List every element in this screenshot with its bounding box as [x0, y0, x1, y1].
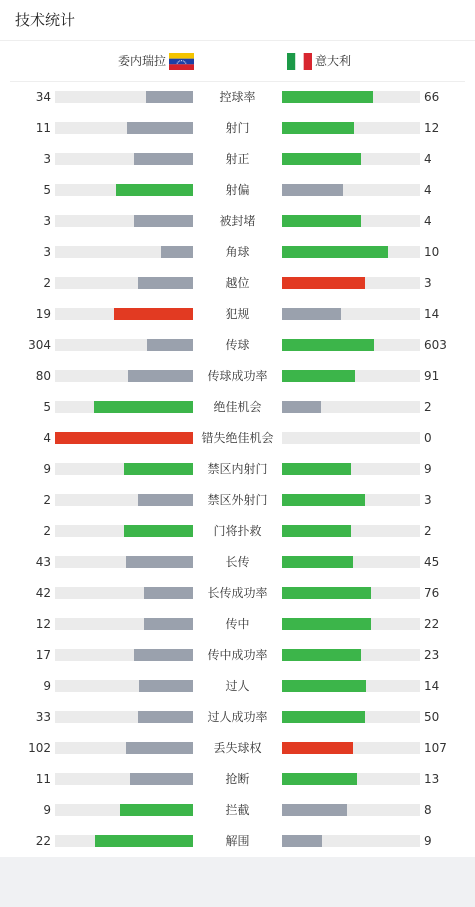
- away-bar-fill: [282, 711, 365, 723]
- home-value: 5: [43, 400, 51, 414]
- away-bar-track: [282, 184, 420, 196]
- home-bar-track: [55, 773, 193, 785]
- stat-row: [0, 81, 475, 112]
- stat-label: 抢断: [225, 772, 250, 786]
- stat-row: [0, 608, 475, 639]
- away-bar-track: [282, 339, 420, 351]
- home-value: 4: [43, 431, 51, 445]
- away-bar-track: [282, 649, 420, 661]
- home-bar-fill: [144, 618, 193, 630]
- home-bar-fill: [147, 339, 193, 351]
- away-value: 9: [424, 462, 432, 476]
- home-bar-fill: [94, 401, 193, 413]
- home-bar-fill: [124, 525, 193, 537]
- away-team-name: 意大利: [315, 54, 352, 68]
- away-bar-fill: [282, 91, 373, 103]
- home-bar-track: [55, 215, 193, 227]
- italy-flag-icon: [287, 53, 312, 70]
- stat-row: [0, 453, 475, 484]
- away-bar-fill: [282, 680, 366, 692]
- home-value: 11: [35, 772, 51, 786]
- home-value: 11: [35, 121, 51, 135]
- away-bar-fill: [282, 122, 354, 134]
- away-value: 10: [424, 245, 440, 259]
- stat-label: 过人成功率: [207, 710, 268, 724]
- home-value: 42: [35, 586, 51, 600]
- away-bar-fill: [282, 835, 322, 847]
- home-bar-fill: [161, 246, 193, 258]
- home-bar-track: [55, 308, 193, 320]
- home-bar-track: [55, 401, 193, 413]
- stat-label: 丢失球权: [213, 741, 262, 755]
- home-bar-fill: [146, 91, 193, 103]
- away-bar-fill: [282, 525, 351, 537]
- away-bar-fill: [282, 215, 361, 227]
- stat-label: 传中: [225, 617, 250, 631]
- home-bar-fill: [95, 835, 193, 847]
- away-bar-fill: [282, 463, 351, 475]
- stat-label: 长传: [225, 555, 250, 569]
- home-value: 3: [43, 152, 51, 166]
- stats-list: [0, 81, 475, 856]
- home-value: 12: [35, 617, 51, 631]
- away-bar-track: [282, 494, 420, 506]
- away-bar-fill: [282, 153, 361, 165]
- stat-row: [0, 360, 475, 391]
- stat-label: 被封堵: [219, 214, 256, 228]
- away-bar-track: [282, 525, 420, 537]
- home-bar-fill: [134, 649, 193, 661]
- stat-label: 错失绝佳机会: [201, 431, 274, 445]
- away-bar-fill: [282, 773, 357, 785]
- home-bar-fill: [138, 711, 193, 723]
- away-bar-track: [282, 122, 420, 134]
- home-value: 34: [35, 90, 51, 104]
- away-value: 3: [424, 493, 432, 507]
- home-bar-track: [55, 184, 193, 196]
- home-bar-fill: [138, 494, 193, 506]
- away-bar-fill: [282, 587, 371, 599]
- stat-label: 门将扑救: [213, 524, 262, 538]
- away-bar-fill: [282, 401, 321, 413]
- away-bar-track: [282, 463, 420, 475]
- away-bar-fill: [282, 742, 353, 754]
- away-bar-track: [282, 401, 420, 413]
- stat-row: [0, 484, 475, 515]
- away-value: 50: [424, 710, 440, 724]
- home-bar-track: [55, 742, 193, 754]
- home-bar-track: [55, 587, 193, 599]
- away-bar-track: [282, 308, 420, 320]
- stat-row: [0, 267, 475, 298]
- home-bar-track: [55, 122, 193, 134]
- stat-row: [0, 391, 475, 422]
- away-value: 9: [424, 834, 432, 848]
- stat-row: [0, 546, 475, 577]
- away-team: [287, 52, 351, 70]
- away-value: 4: [424, 183, 432, 197]
- stat-row: [0, 515, 475, 546]
- stat-row: [0, 174, 475, 205]
- stat-label: 越位: [225, 276, 250, 290]
- away-bar-track: [282, 432, 420, 444]
- away-bar-fill: [282, 618, 371, 630]
- home-bar-fill: [144, 587, 193, 599]
- stat-label: 传球成功率: [207, 369, 268, 383]
- away-bar-fill: [282, 339, 374, 351]
- home-team: [118, 52, 194, 70]
- stat-label: 过人: [225, 679, 250, 693]
- away-value: 8: [424, 803, 432, 817]
- away-bar-track: [282, 215, 420, 227]
- away-bar-track: [282, 711, 420, 723]
- away-bar-fill: [282, 804, 347, 816]
- stat-row: [0, 577, 475, 608]
- home-bar-fill: [128, 370, 193, 382]
- home-bar-fill: [114, 308, 193, 320]
- away-bar-fill: [282, 370, 355, 382]
- home-bar-fill: [126, 556, 193, 568]
- stat-row: [0, 763, 475, 794]
- home-bar-fill: [134, 153, 193, 165]
- away-bar-fill: [282, 277, 365, 289]
- home-bar-track: [55, 277, 193, 289]
- away-bar-fill: [282, 308, 341, 320]
- away-value: 0: [424, 431, 432, 445]
- home-value: 9: [43, 679, 51, 693]
- away-bar-fill: [282, 246, 388, 258]
- home-bar-track: [55, 246, 193, 258]
- home-bar-track: [55, 680, 193, 692]
- home-bar-track: [55, 153, 193, 165]
- home-value: 5: [43, 183, 51, 197]
- home-bar-fill: [124, 463, 193, 475]
- home-bar-track: [55, 339, 193, 351]
- stat-row: [0, 670, 475, 701]
- stat-row: [0, 732, 475, 763]
- away-bar-track: [282, 370, 420, 382]
- home-value: 33: [35, 710, 51, 724]
- away-value: 12: [424, 121, 440, 135]
- home-bar-track: [55, 556, 193, 568]
- home-value: 9: [43, 462, 51, 476]
- stat-row: [0, 329, 475, 360]
- away-value: 2: [424, 524, 432, 538]
- stat-row: [0, 298, 475, 329]
- home-value: 3: [43, 245, 51, 259]
- home-bar-track: [55, 494, 193, 506]
- home-bar-track: [55, 525, 193, 537]
- away-value: 45: [424, 555, 440, 569]
- away-value: 14: [424, 679, 440, 693]
- home-bar-fill: [116, 184, 193, 196]
- away-value: 2: [424, 400, 432, 414]
- away-bar-track: [282, 556, 420, 568]
- away-bar-track: [282, 618, 420, 630]
- stat-row: [0, 639, 475, 670]
- home-value: 304: [28, 338, 51, 352]
- stat-label: 射偏: [225, 183, 250, 197]
- away-bar-track: [282, 804, 420, 816]
- home-value: 22: [35, 834, 51, 848]
- away-value: 22: [424, 617, 440, 631]
- stat-row: [0, 205, 475, 236]
- stat-label: 绝佳机会: [213, 400, 262, 414]
- home-value: 17: [35, 648, 51, 662]
- away-value: 107: [424, 741, 447, 755]
- home-value: 43: [35, 555, 51, 569]
- home-bar-track: [55, 711, 193, 723]
- away-value: 91: [424, 369, 440, 383]
- stat-label: 射门: [225, 121, 250, 135]
- stat-label: 传中成功率: [207, 648, 268, 662]
- stat-label: 角球: [225, 245, 250, 259]
- away-bar-track: [282, 742, 420, 754]
- home-bar-track: [55, 370, 193, 382]
- away-value: 14: [424, 307, 440, 321]
- home-bar-track: [55, 835, 193, 847]
- home-bar-fill: [134, 215, 193, 227]
- home-team-name: 委内瑞拉: [117, 54, 166, 68]
- home-bar-track: [55, 91, 193, 103]
- away-bar-fill: [282, 184, 343, 196]
- home-bar-fill: [130, 773, 193, 785]
- stat-row: [0, 701, 475, 732]
- away-value: 603: [424, 338, 447, 352]
- home-value: 9: [43, 803, 51, 817]
- teams-header: [0, 41, 475, 81]
- home-value: 80: [35, 369, 51, 383]
- home-bar-track: [55, 463, 193, 475]
- away-bar-track: [282, 246, 420, 258]
- away-bar-track: [282, 153, 420, 165]
- away-value: 4: [424, 214, 432, 228]
- stat-row: [0, 825, 475, 856]
- home-value: 3: [43, 214, 51, 228]
- stat-label: 传球: [225, 338, 250, 352]
- away-bar-track: [282, 587, 420, 599]
- away-bar-track: [282, 680, 420, 692]
- away-bar-fill: [282, 494, 365, 506]
- away-value: 13: [424, 772, 440, 786]
- away-bar-track: [282, 773, 420, 785]
- home-bar-track: [55, 649, 193, 661]
- stat-row: [0, 143, 475, 174]
- stat-label: 禁区外射门: [207, 493, 268, 507]
- home-bar-fill: [139, 680, 193, 692]
- home-value: 102: [28, 741, 51, 755]
- away-bar-track: [282, 277, 420, 289]
- home-value: 2: [43, 276, 51, 290]
- away-value: 66: [424, 90, 440, 104]
- stat-row: [0, 112, 475, 143]
- stat-label: 长传成功率: [207, 586, 268, 600]
- away-bar-track: [282, 91, 420, 103]
- stat-label: 控球率: [219, 90, 256, 104]
- stat-label: 解围: [225, 834, 250, 848]
- home-bar-fill: [138, 277, 193, 289]
- stat-label: 禁区内射门: [207, 462, 268, 476]
- home-value: 2: [43, 524, 51, 538]
- home-bar-fill: [127, 122, 193, 134]
- stat-row: [0, 422, 475, 453]
- home-bar-fill: [55, 432, 193, 444]
- away-value: 23: [424, 648, 440, 662]
- stat-label: 犯规: [225, 307, 250, 321]
- home-value: 2: [43, 493, 51, 507]
- away-value: 4: [424, 152, 432, 166]
- away-bar-fill: [282, 649, 361, 661]
- home-bar-track: [55, 618, 193, 630]
- stat-row: [0, 236, 475, 267]
- venezuela-flag-icon: [169, 53, 194, 70]
- home-bar-track: [55, 804, 193, 816]
- home-bar-fill: [120, 804, 193, 816]
- home-bar-fill: [126, 742, 193, 754]
- away-value: 76: [424, 586, 440, 600]
- away-value: 3: [424, 276, 432, 290]
- away-bar-fill: [282, 556, 353, 568]
- stat-row: [0, 794, 475, 825]
- away-bar-track: [282, 835, 420, 847]
- page-title: 技术统计: [15, 11, 76, 29]
- home-bar-track: [55, 432, 193, 444]
- home-value: 19: [35, 307, 51, 321]
- stat-label: 拦截: [225, 803, 250, 817]
- stat-label: 射正: [225, 152, 250, 166]
